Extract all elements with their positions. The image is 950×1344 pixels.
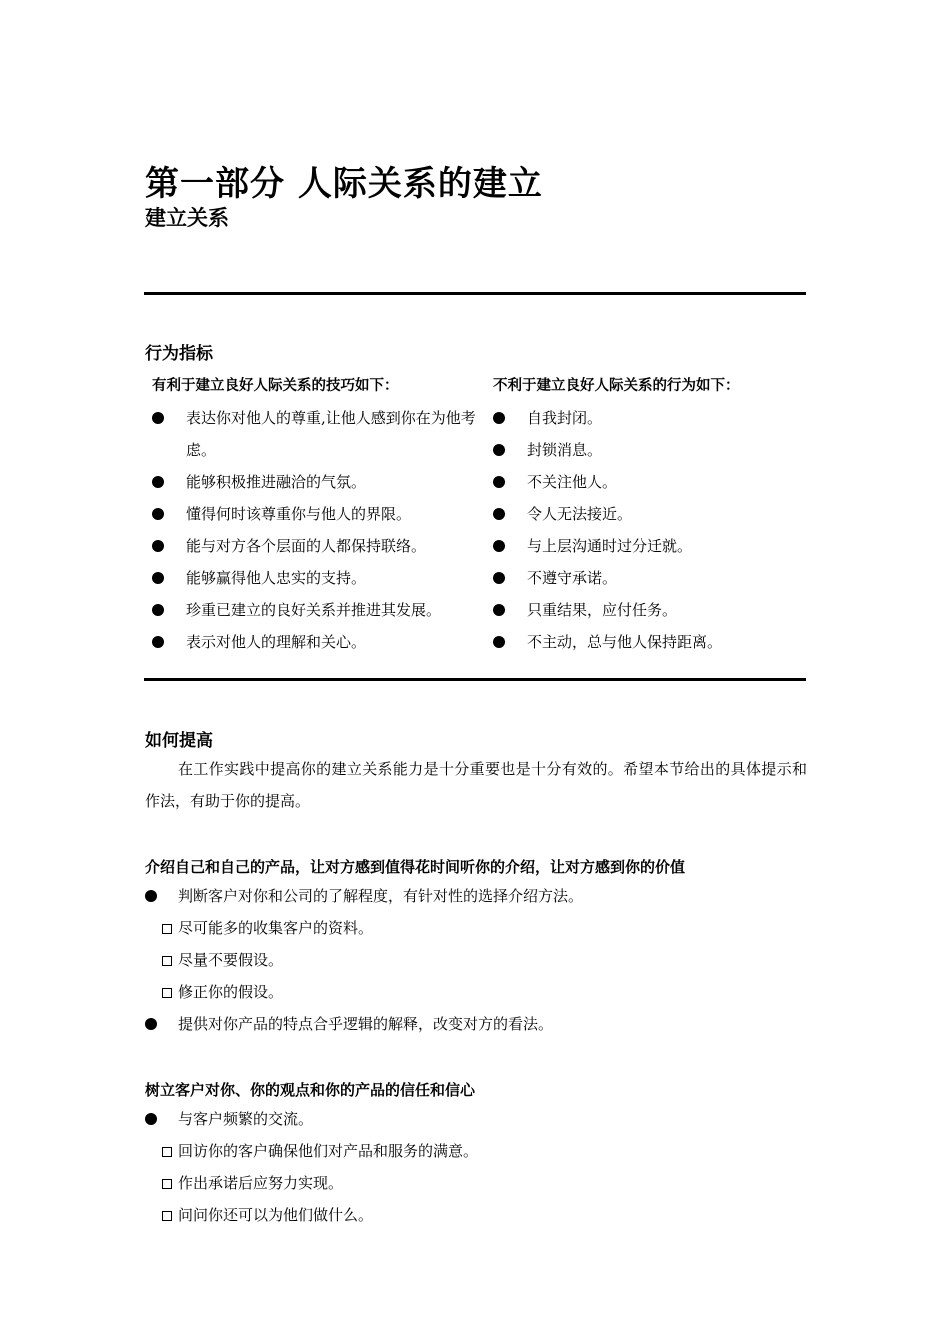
positive-behaviors-list (152, 402, 480, 658)
list-item: 尽量不要假设。 (145, 944, 807, 976)
bullet-icon (493, 540, 505, 552)
positive-behaviors-column (152, 374, 480, 658)
positive-behaviors-heading: 有利于建立良好人际关系的技巧如下： (152, 378, 399, 394)
bullet-icon (493, 412, 505, 424)
list-item: 作出承诺后应努力实现。 (145, 1167, 807, 1199)
list-item: 提供对你产品的特点合乎逻辑的解释，改变对方的看法。 (145, 1008, 807, 1040)
negative-behaviors-list (493, 402, 806, 658)
subsection-heading-introduce: 介绍自己和自己的产品，让对方感到值得花时间听你的介绍，让对方感到你的价值 (145, 858, 686, 876)
square-bullet-icon (162, 1147, 172, 1157)
list-item: 问问你还可以为他们做什么。 (145, 1199, 807, 1231)
square-bullet-icon (162, 988, 172, 998)
list-item: 自我封闭。 (493, 402, 806, 434)
bullet-icon (145, 1113, 157, 1125)
list-item: 与上层沟通时过分迁就。 (493, 530, 806, 562)
list-item: 令人无法接近。 (493, 498, 806, 530)
bullet-icon (152, 636, 164, 648)
bullet-icon (493, 604, 505, 616)
page-subtitle: 建立关系 (145, 206, 229, 230)
list-item: 尽可能多的收集客户的资料。 (145, 912, 807, 944)
list-item: 修正你的假设。 (145, 976, 807, 1008)
bullet-icon (152, 540, 164, 552)
list-item: 能与对方各个层面的人都保持联络。 (152, 530, 480, 562)
bullet-icon (152, 476, 164, 488)
bullet-icon (493, 636, 505, 648)
section-heading-indicators: 行为指标 (145, 344, 213, 364)
bullet-icon (145, 890, 157, 902)
divider-top (144, 292, 806, 295)
square-bullet-icon (162, 1179, 172, 1189)
list-item: 只重结果，应付任务。 (493, 594, 806, 626)
bullet-icon (152, 412, 164, 424)
list-item: 能够积极推进融洽的气氛。 (152, 466, 480, 498)
square-bullet-icon (162, 1211, 172, 1221)
negative-behaviors-heading: 不利于建立良好人际关系的行为如下： (493, 378, 740, 394)
list-item: 不关注他人。 (493, 466, 806, 498)
subsection-heading-trust: 树立客户对你、你的观点和你的产品的信任和信心 (145, 1081, 476, 1099)
list-item: 表达你对他人的尊重,让他人感到你在为他考虑。 (152, 402, 480, 466)
list-item: 不遵守承诺。 (493, 562, 806, 594)
divider-bottom (144, 678, 806, 681)
list-item: 与客户频繁的交流。 (145, 1103, 807, 1135)
page-title: 第一部分 人际关系的建立 (145, 164, 543, 204)
square-bullet-icon (162, 956, 172, 966)
bullet-icon (152, 508, 164, 520)
list-item: 能够赢得他人忠实的支持。 (152, 562, 480, 594)
bullet-icon (145, 1018, 157, 1030)
bullet-icon (493, 508, 505, 520)
list-item: 回访你的客户确保他们对产品和服务的满意。 (145, 1135, 807, 1167)
bullet-icon (493, 444, 505, 456)
improve-intro-paragraph: 在工作实践中提高你的建立关系能力是十分重要也是十分有效的。希望本节给出的具体提示和作法，有助于你的提高。 (145, 760, 807, 810)
list-item: 表示对他人的理解和关心。 (152, 626, 480, 658)
bullet-icon (152, 572, 164, 584)
list-item: 珍重已建立的良好关系并推进其发展。 (152, 594, 480, 626)
list-item: 不主动，总与他人保持距离。 (493, 626, 806, 658)
list-item: 懂得何时该尊重你与他人的界限。 (152, 498, 480, 530)
introduce-tips-list (145, 880, 807, 1040)
bullet-icon (493, 572, 505, 584)
bullet-icon (152, 604, 164, 616)
list-item: 封锁消息。 (493, 434, 806, 466)
bullet-icon (493, 476, 505, 488)
section-heading-improve: 如何提高 (145, 731, 213, 751)
trust-tips-list (145, 1103, 807, 1231)
negative-behaviors-column (493, 374, 806, 658)
square-bullet-icon (162, 924, 172, 934)
list-item: 判断客户对你和公司的了解程度，有针对性的选择介绍方法。 (145, 880, 807, 912)
